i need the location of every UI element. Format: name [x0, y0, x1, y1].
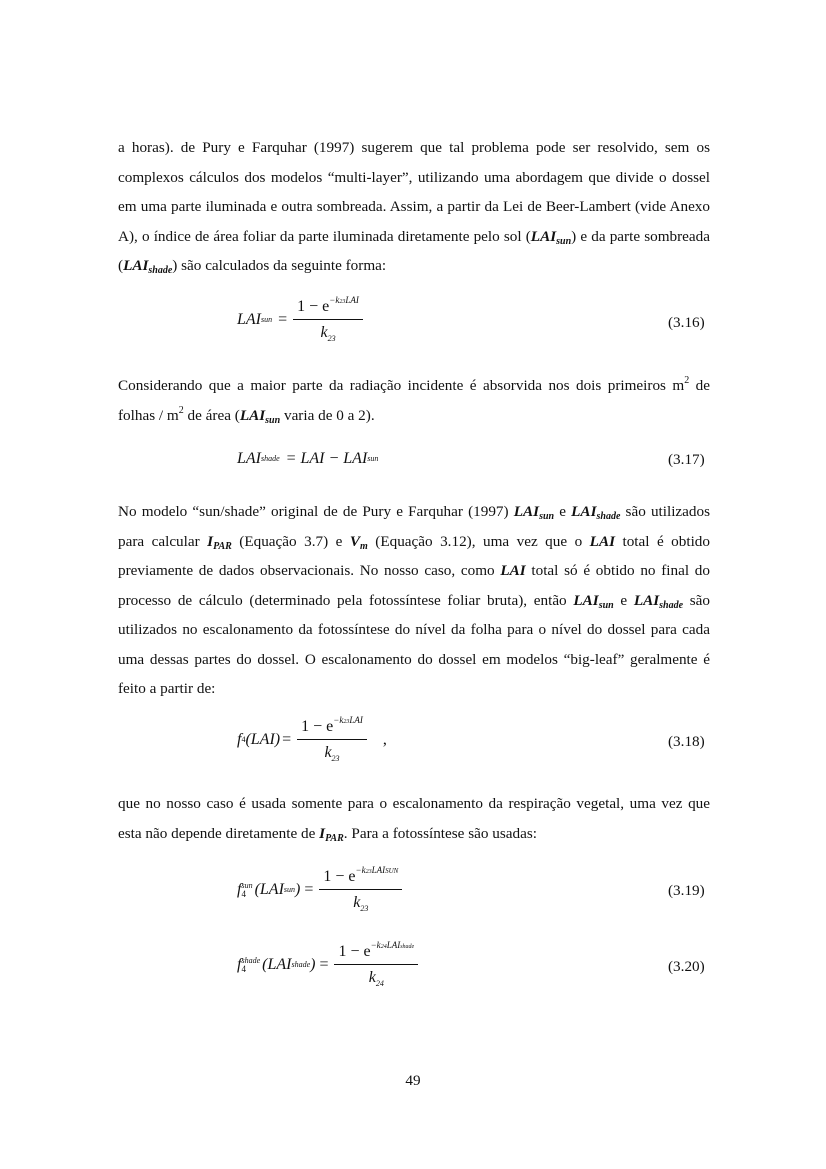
equation-3-19: f sun 4 (LAI sun ) = $\frac{1 - e^{-k23LAISUN}}{k_{23}}$ — [237, 868, 402, 912]
equation-3-17: LAI shade = LAI − LAI sun — [237, 450, 379, 467]
exponent — [329, 295, 359, 305]
sub: PAR — [213, 540, 232, 552]
exp-tail-sub: SUN — [385, 867, 399, 875]
exp-sub: 23 — [365, 869, 372, 875]
var: LAI — [633, 591, 660, 609]
text: de área ( — [183, 406, 240, 424]
sub: m — [360, 540, 368, 552]
num-text: 1 − e — [338, 943, 371, 960]
den-sub: 23 — [331, 754, 340, 763]
equation-number: (3.20) — [668, 958, 705, 975]
paragraph-3 — [118, 497, 710, 704]
eq-arg-close: ) — [310, 956, 316, 973]
equation-number: (3.18) — [668, 733, 705, 750]
numerator — [297, 715, 367, 740]
exp-k: −k — [355, 865, 366, 875]
denominator — [369, 965, 384, 987]
sub: sun — [539, 511, 555, 522]
eq-lhs: f — [237, 881, 242, 898]
var-lai: LAI — [123, 257, 149, 274]
equation-number: (3.17) — [668, 451, 705, 468]
var: LAI — [573, 591, 599, 609]
eq-arg-close: ) — [295, 881, 301, 898]
exponent — [371, 940, 415, 950]
equals-sign: = — [278, 311, 288, 328]
denominator — [324, 740, 339, 762]
num-text: 1 − e — [323, 868, 356, 885]
var: LAI — [589, 532, 615, 550]
superscript: 2 — [178, 404, 184, 416]
var: LAI — [571, 503, 597, 520]
text: a horas). de Pury e Farquhar (1997) sugerem que tal problema pode ser resolvido, sem os complexos cálculos dos modelos “multi-layer”, utilizando uma abordagem que divide o dossel em uma parte iluminada e outra sombreada. Assim, a partir da Lei de Beer-Lambert (vide Anexo A), o índice de área foliar da parte iluminada diretamente pelo sol ( — [118, 139, 710, 245]
paragraph-2 — [118, 371, 710, 430]
den-k: k — [368, 969, 376, 986]
eq-lhs: f — [237, 956, 242, 973]
text: (Equação 3.12), uma vez que o — [367, 532, 590, 550]
eq-lhs-sub: 4 — [241, 889, 246, 899]
text: total só é obtido no final do processo de cálculo (determinado pela fotossíntese foliar bruta), então — [118, 562, 710, 609]
numerator — [334, 940, 418, 965]
text: . Para a fotossíntese são usadas: — [343, 824, 537, 842]
exp-tail: LAI — [371, 865, 386, 875]
var: I — [207, 532, 214, 550]
den-k: k — [353, 894, 361, 911]
text: são utilizados para calcular — [118, 503, 711, 550]
superscript: 2 — [684, 375, 690, 386]
eq-arg: (LAI) — [245, 731, 281, 748]
equation-3-16: LAI sun = $\frac{1 - e^{-k23LAI}}{k_{23}}$ — [237, 298, 363, 342]
eq-arg: (LAI — [262, 956, 292, 973]
num-text: 1 − e — [301, 718, 334, 735]
eq-lhs-sup: sun — [241, 881, 253, 890]
exp-k: −k — [333, 715, 344, 725]
trailing-comma: , — [382, 731, 387, 748]
sub: sun — [598, 599, 614, 611]
var: I — [319, 824, 326, 842]
paragraph-1 — [118, 133, 710, 281]
eq-rhs: = LAI − LAI — [285, 450, 368, 467]
num-text: 1 − e — [297, 298, 330, 315]
text: varia de 0 a 2). — [280, 406, 375, 424]
exp-sub: 23 — [343, 719, 350, 725]
sub: PAR — [325, 832, 344, 844]
exponent — [333, 715, 363, 725]
paragraph-4 — [118, 789, 710, 848]
var-lai: LAI — [239, 406, 266, 424]
text: e — [613, 591, 634, 609]
fraction — [297, 715, 367, 763]
equals-sign: = — [319, 956, 329, 973]
text: são utilizados no escalonamento da fotossíntese do nível da folha para o nível do dossel para cada uma dessas partes do dossel. O escalonamento do dossel em modelos “big-leaf” geralmente é feito a partir de: — [118, 591, 710, 697]
eq-arg: (LAI — [254, 881, 284, 898]
equals-sign: = — [282, 731, 292, 748]
exp-sub: 24 — [380, 944, 387, 950]
numerator — [319, 865, 402, 890]
text: Considerando que a maior parte da radiação incidente é absorvida nos dois primeiros m — [118, 377, 685, 394]
text: de folhas / m — [118, 377, 710, 424]
eq-lhs: LAI — [237, 311, 261, 328]
exp-tail: LAI — [349, 715, 363, 725]
text: No modelo “sun/shade” original de de Pury e Farquhar (1997) — [118, 503, 514, 520]
sub-shade: shade — [148, 265, 173, 276]
equation-3-18: f 4 (LAI) = $\frac{1 - e^{-k23LAI}}{k_{23}}$ , — [237, 715, 387, 763]
equation-3-20: f shade 4 (LAI shade ) = $\frac{1 - e^{-k24LAIshade}}{k_{24}}$ — [237, 943, 418, 987]
text: ) e da parte sombreada ( — [118, 227, 710, 274]
eq-lhs: f — [237, 731, 242, 748]
den-sub: 23 — [360, 904, 369, 913]
text: e — [554, 503, 572, 520]
eq-lhs-sub: 4 — [241, 964, 246, 974]
eq-lhs-sup: shade — [241, 956, 261, 965]
text: (Equação 3.7) e — [231, 532, 350, 550]
exponent — [356, 865, 399, 875]
den-sub: 24 — [375, 979, 384, 988]
var: LAI — [500, 562, 526, 579]
page-number: 49 — [405, 1072, 421, 1089]
equation-number: (3.19) — [668, 882, 705, 899]
sub: shade — [659, 599, 684, 611]
text: que no nosso caso é usada somente para o escalonamento da respiração vegetal, uma vez que esta não depende diretamente de — [118, 795, 710, 842]
den-k: k — [324, 744, 332, 761]
eq-lhs: LAI — [237, 450, 261, 467]
fraction — [319, 865, 402, 913]
sub: shade — [596, 511, 621, 522]
denominator — [353, 890, 368, 912]
exp-sub: 23 — [339, 299, 346, 305]
var: LAI — [513, 503, 540, 520]
exp-tail: LAI — [345, 295, 359, 305]
exp-tail-sub: shade — [400, 944, 415, 950]
denominator — [320, 320, 335, 342]
exp-k: −k — [370, 940, 381, 950]
sub-sun: sun — [556, 235, 572, 247]
var-lai: LAI — [530, 227, 557, 245]
text: ) são calculados da seguinte forma: — [172, 257, 387, 274]
exp-tail: LAI — [386, 940, 401, 950]
var: V — [349, 532, 360, 550]
numerator — [293, 295, 363, 320]
fraction — [334, 940, 418, 988]
equals-sign: = — [304, 881, 314, 898]
exp-k: −k — [329, 295, 340, 305]
text: total é obtido previamente de dados observacionais. No nosso caso, como — [118, 532, 710, 579]
equation-number: (3.16) — [668, 314, 705, 331]
den-k: k — [320, 324, 328, 341]
den-sub: 23 — [327, 334, 336, 343]
sub-sun: sun — [265, 414, 281, 426]
